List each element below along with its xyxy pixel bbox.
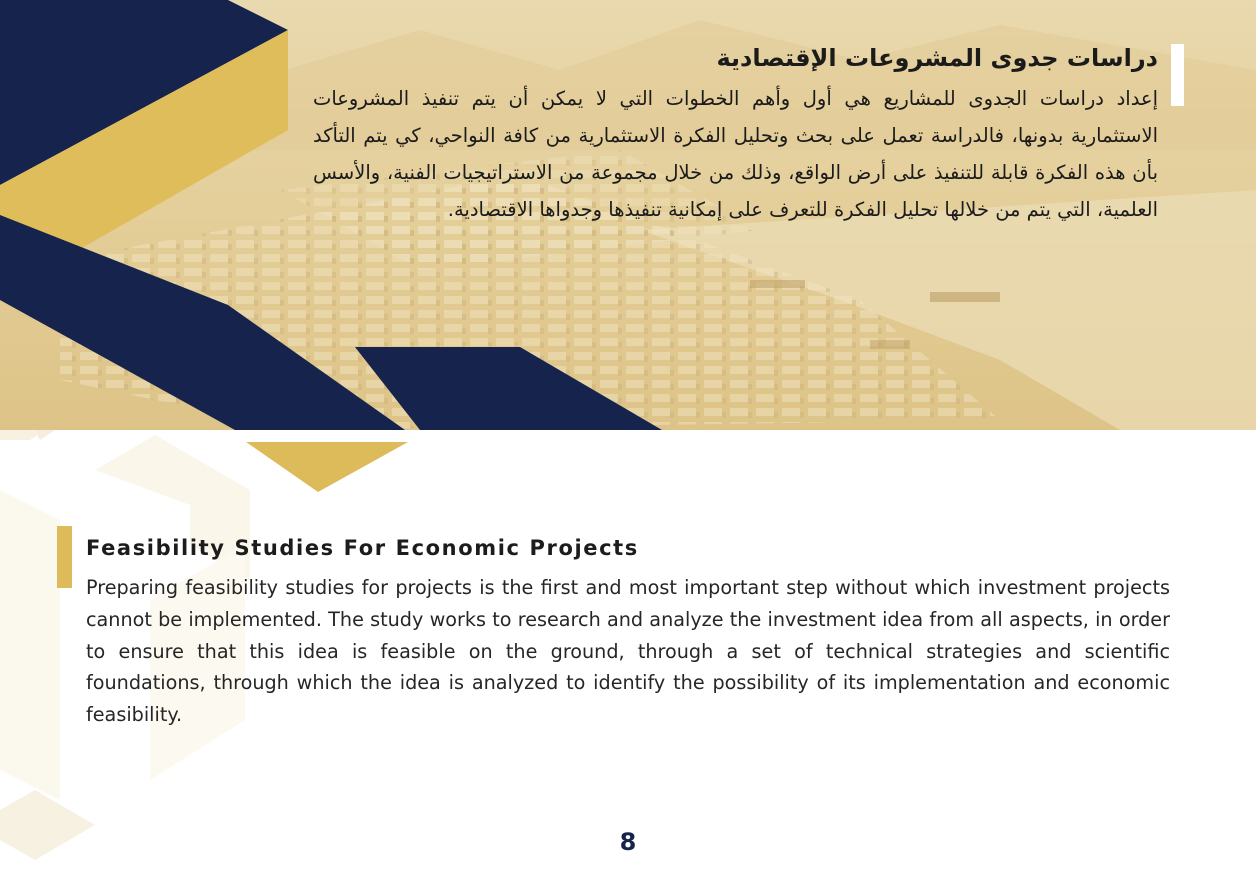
arabic-section [313, 42, 1158, 228]
arabic-body: إعداد دراسات الجدوى للمشاريع هي أول وأهم الخطوات التي لا يمكن أن يتم تنفيذ المشروعات الاستثمارية بدونها، فالدراسة تعمل على بحث وتحليل الفكرة الاستثمارية من كافة النواحي، كي يتم التأكد بأن هذه الفكرة قابلة للتنفيذ على أرض الواقع، وذلك من خلال مجموعة من الاستراتيجيات الفنية، والأسس العلمية، التي يتم من خلالها تحليل الفكرة للتعرف على إمكانية تنفيذها وجدواها الاقتصادية. [313, 86, 1158, 221]
english-title: Feasibility Studies For Economic Projects [86, 536, 639, 560]
english-title-accent-bar [57, 526, 72, 588]
page-number: 8 [619, 828, 637, 856]
pattern-shape [0, 490, 60, 800]
arabic-title-accent-bar [1171, 44, 1184, 106]
gold-triangle [246, 442, 408, 492]
arabic-title: دراسات جدوى المشروعات الإقتصادية [716, 44, 1158, 72]
english-section [86, 536, 1170, 731]
english-body: Preparing feasibility studies for projects is the first and most important step without which investment projects cannot be implemented. The study works to research and analyze the investment idea from all aspects, in order to ensure that this idea is feasible on the ground, through a set of technical strategies and scientific foundations, through which the idea is analyzed to identify the possibility of its implementation and economic feasibility. [86, 576, 1170, 727]
